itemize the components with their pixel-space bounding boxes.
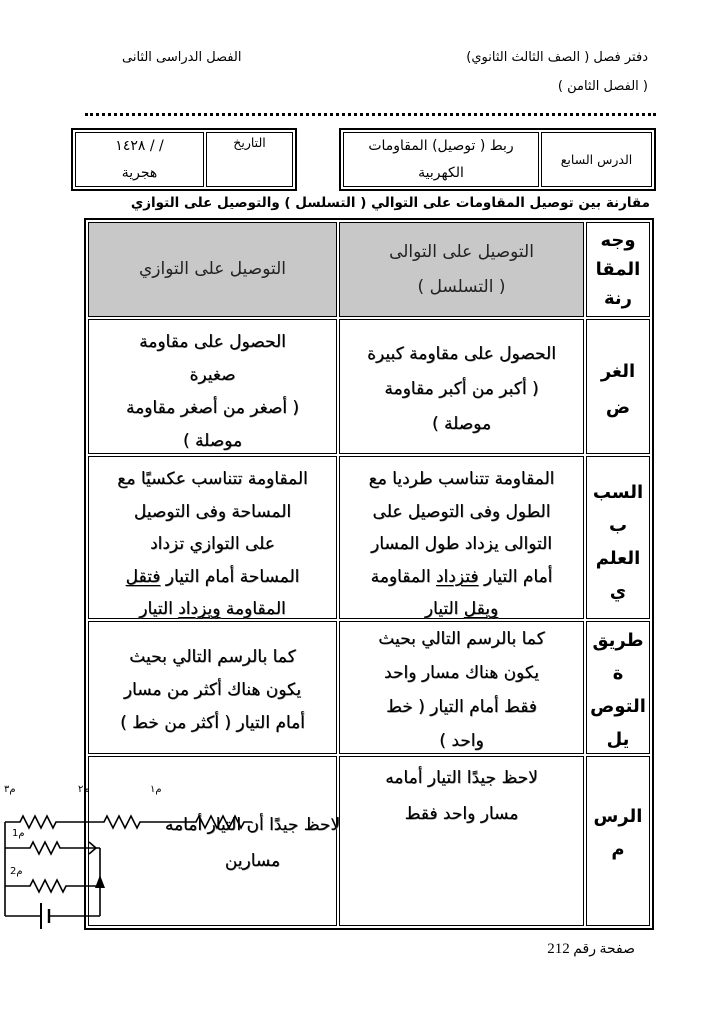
header-parallel-cell <box>88 222 337 317</box>
series-line <box>371 561 553 594</box>
text-segment: المساحة أمام التيار <box>160 566 300 587</box>
text-segment: التيار <box>424 599 464 620</box>
criterion-line: ي <box>609 580 627 602</box>
criterion-line: ب <box>608 514 628 536</box>
dotted-divider <box>85 113 656 116</box>
series-line: الحصول على مقاومة كبيرة <box>367 344 556 364</box>
underlined-word: فتقل <box>125 566 161 587</box>
criterion-line: العلم <box>595 547 641 569</box>
date-label: التاريخ <box>233 135 266 150</box>
text-segment: المقاومة <box>370 566 436 587</box>
calendar-label: هجرية <box>121 164 158 181</box>
criterion-line: وجه <box>600 230 636 251</box>
criterion-line: ة <box>612 662 624 684</box>
series-line: التوالى يزداد طول المسار <box>370 534 553 555</box>
text-segment: المقاومة <box>220 599 286 620</box>
series-line: كما بالرسم التالي بحيث <box>378 628 545 649</box>
lesson-topic-line: الكهربية <box>418 164 464 181</box>
lesson-number-cell <box>541 132 652 187</box>
page-footer <box>547 941 635 958</box>
parallel-line: صغيرة <box>189 364 236 385</box>
series-line: يكون هناك مسار واحد <box>384 662 539 683</box>
series-cell-drawing <box>339 756 584 926</box>
criterion-cell-method <box>586 621 650 754</box>
parallel-line: أمام التيار ( أكثر من خط ) <box>120 713 305 733</box>
label-parallel-r2: م2 <box>10 866 23 877</box>
parallel-line: موصلة ) <box>182 430 243 451</box>
series-line: لاحظ جيدًا التيار أمامه <box>385 768 538 788</box>
series-line: واحد ) <box>439 730 484 751</box>
parallel-line: كما بالرسم التالي بحيث <box>129 647 296 667</box>
criterion-line: السب <box>592 481 644 503</box>
series-line: ( أكبر من أكبر مقاومة <box>384 379 539 399</box>
criterion-cell-purpose <box>586 319 650 454</box>
comparison-subtitle: مقارنة بين توصيل المقاومات على التوالي ( التسلسل ) والتوصيل على التوازي <box>130 195 650 211</box>
criterion-line: يل <box>606 728 630 750</box>
parallel-line: الحصول على مقاومة <box>139 331 286 352</box>
parallel-cell-purpose <box>88 319 337 454</box>
parallel-line: على التوازي تزداد <box>150 534 275 555</box>
parallel-line: المساحة وفى التوصيل <box>133 501 292 522</box>
criterion-line: ض <box>605 396 631 418</box>
label-series-r2: م٢ <box>78 784 90 795</box>
series-heading-line: التوصيل على التوالى <box>389 241 534 262</box>
parallel-cell-reason <box>88 456 337 619</box>
parallel-cell-method <box>88 621 337 754</box>
date-label-cell <box>206 132 293 187</box>
series-line: المقاومة تتناسب طرديا مع <box>368 469 555 490</box>
criterion-cell-reason <box>586 456 650 619</box>
date-value: / / ١٤٢٨ <box>115 137 164 154</box>
criterion-cell-drawing <box>586 756 650 926</box>
parallel-line: يكون هناك أكثر من مسار <box>123 680 302 700</box>
underlined-word: ويقل <box>463 599 499 620</box>
chapter-label: ( الفصل الثامن ) <box>557 79 648 94</box>
series-cell-reason <box>339 456 584 619</box>
parallel-line: المقاومة تتناسب عكسيًا مع <box>117 469 308 490</box>
text-segment: التيار <box>139 599 179 620</box>
series-heading-line: ( التسلسل ) <box>417 276 506 297</box>
criterion-line: م <box>611 839 625 860</box>
page-label: صفحة رقم <box>573 942 635 957</box>
term-label: الفصل الدراسى الثانى <box>122 50 242 65</box>
series-resistor-chain <box>5 816 252 828</box>
criterion-line: التوص <box>590 695 646 717</box>
text-segment: أمام التيار <box>478 566 553 587</box>
criterion-line: رنة <box>603 288 633 309</box>
lesson-topic-line: ربط ( توصيل) المقاومات <box>368 137 514 154</box>
circuit-diagram <box>0 780 262 930</box>
parallel-line: ( أصغر من أصغر مقاومة <box>125 397 300 418</box>
criterion-line: المقا <box>595 259 641 280</box>
parallel-heading-line: التوصيل على التوازي <box>138 259 287 279</box>
label-parallel-r1: م1 <box>12 828 25 839</box>
criterion-line: الغر <box>600 360 636 382</box>
notebook-title: دفتر فصل ( الصف الثالث الثانوي) <box>466 50 648 65</box>
series-cell-method <box>339 621 584 754</box>
current-arrow-icon <box>95 875 105 888</box>
lesson-topic-cell <box>343 132 539 187</box>
parallel-resistor-top <box>5 842 100 854</box>
parallel-line <box>126 561 300 594</box>
underlined-word: فتزداد <box>435 566 479 587</box>
parallel-resistor-bottom <box>5 880 100 892</box>
date-value-cell <box>75 132 204 187</box>
parallel-line: لاحظ جيدًا أن التيار أمامه <box>164 815 341 835</box>
series-line: الطول وفى التوصيل على <box>372 501 551 522</box>
series-line: موصلة ) <box>431 414 492 434</box>
label-series-r3: م٣ <box>4 784 16 795</box>
label-series-r1: م١ <box>150 784 162 795</box>
header-criterion-cell <box>586 222 650 317</box>
header-series-cell <box>339 222 584 317</box>
series-line: مسار واحد فقط <box>404 804 519 824</box>
criterion-line: الرس <box>593 806 643 827</box>
page-number: 212 <box>547 941 570 957</box>
lesson-number: الدرس السابع <box>560 152 633 167</box>
parallel-line: مسارين <box>224 851 281 871</box>
series-line: فقط أمام التيار ( خط <box>386 696 537 717</box>
series-cell-purpose <box>339 319 584 454</box>
criterion-line: طريق <box>592 629 644 651</box>
underlined-word: ويزداد <box>178 599 221 620</box>
